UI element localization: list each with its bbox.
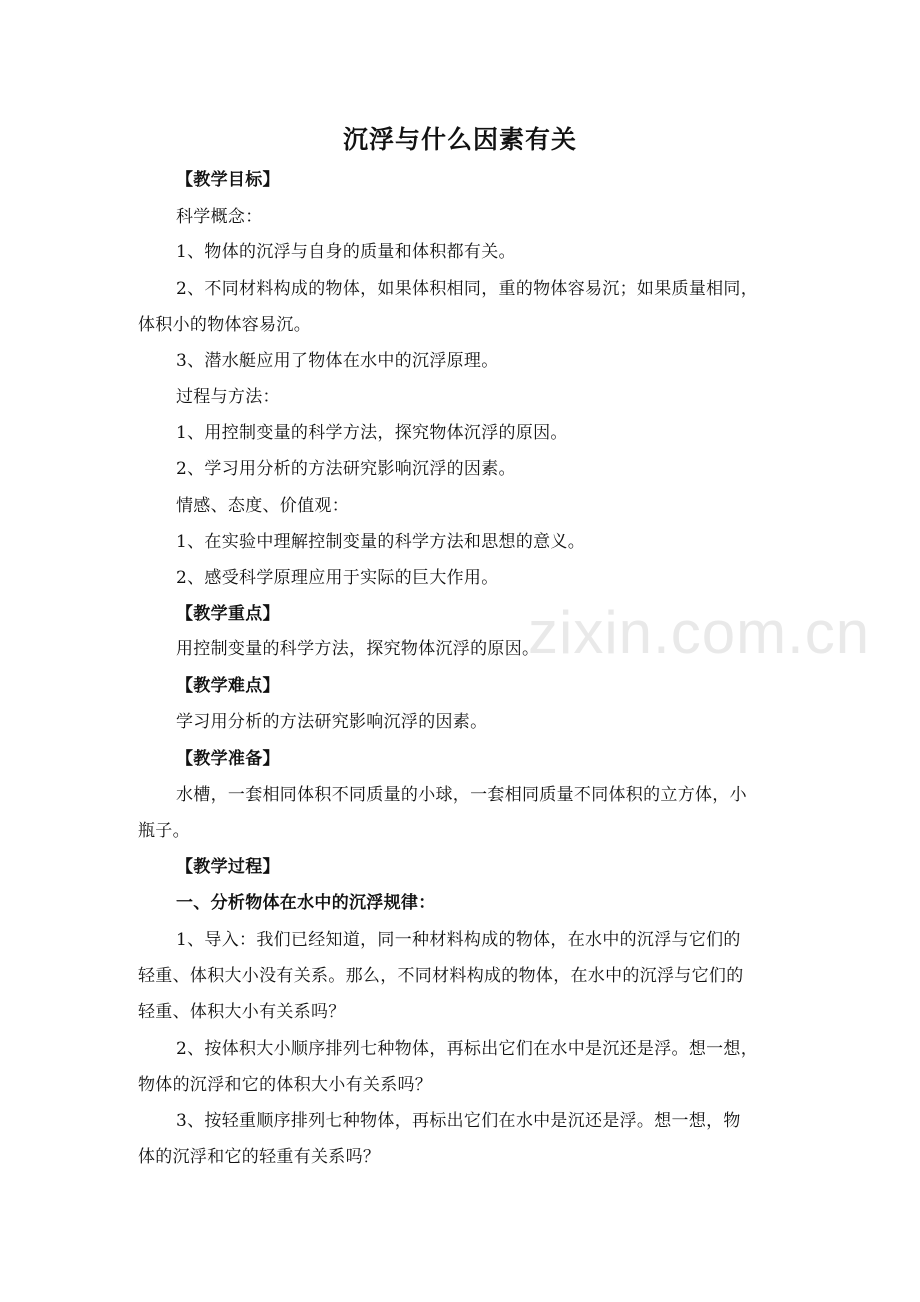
process-label: 过程与方法：	[176, 387, 280, 407]
key-point-text: 用控制变量的科学方法，探究物体沉浮的原因。	[176, 639, 540, 659]
preparation-line-1: 水槽，一套相同体积不同质量的小球，一套相同质量不同体积的立方体，小	[176, 785, 747, 805]
process-item-1: 1、用控制变量的科学方法，探究物体沉浮的原因。	[176, 423, 568, 443]
concept-label: 科学概念：	[176, 207, 263, 227]
process-heading: 【教学过程】	[176, 857, 280, 877]
objectives-heading: 【教学目标】	[176, 170, 280, 190]
preparation-heading: 【教学准备】	[176, 749, 280, 769]
attitude-label: 情感、态度、价值观：	[176, 496, 349, 516]
process-item-2: 2、学习用分析的方法研究影响沉浮的因素。	[176, 459, 516, 479]
difficulty-text: 学习用分析的方法研究影响沉浮的因素。	[176, 712, 488, 732]
key-point-heading: 【教学重点】	[176, 604, 280, 624]
paragraph-1-line-3: 轻重、体积大小有关系吗？	[138, 1002, 346, 1022]
concept-item-2: 2、不同材料构成的物体，如果体积相同，重的物体容易沉；如果质量相同，	[176, 279, 759, 299]
paragraph-2-line-1: 2、按体积大小顺序排列七种物体，再标出它们在水中是沉还是浮。想一想，	[176, 1039, 759, 1059]
attitude-item-2: 2、感受科学原理应用于实际的巨大作用。	[176, 568, 499, 588]
paragraph-1-line-1: 1、导入：我们已经知道，同一种材料构成的物体，在水中的沉浮与它们的	[176, 930, 741, 950]
difficulty-heading: 【教学难点】	[176, 676, 280, 696]
concept-item-3: 3、潜水艇应用了物体在水中的沉浮原理。	[176, 351, 499, 371]
concept-item-1: 1、物体的沉浮与自身的质量和体积都有关。	[176, 242, 516, 262]
attitude-item-1: 1、在实验中理解控制变量的科学方法和思想的意义。	[176, 532, 586, 552]
paragraph-2-line-2: 物体的沉浮和它的体积大小有关系吗？	[138, 1075, 433, 1095]
watermark: zixin.com.cn	[528, 599, 871, 666]
page-title: 沉浮与什么因素有关	[342, 125, 577, 154]
preparation-line-2: 瓶子。	[138, 821, 190, 841]
concept-item-2-cont: 体积小的物体容易沉。	[138, 315, 311, 335]
paragraph-3-line-2: 体的沉浮和它的轻重有关系吗？	[138, 1147, 381, 1167]
paragraph-3-line-1: 3、按轻重顺序排列七种物体，再标出它们在水中是沉还是浮。想一想，物	[176, 1111, 741, 1131]
section-1-title: 一、分析物体在水中的沉浮规律：	[176, 893, 436, 913]
paragraph-1-line-2: 轻重、体积大小没有关系。那么，不同材料构成的物体，在水中的沉浮与它们的	[138, 966, 744, 986]
